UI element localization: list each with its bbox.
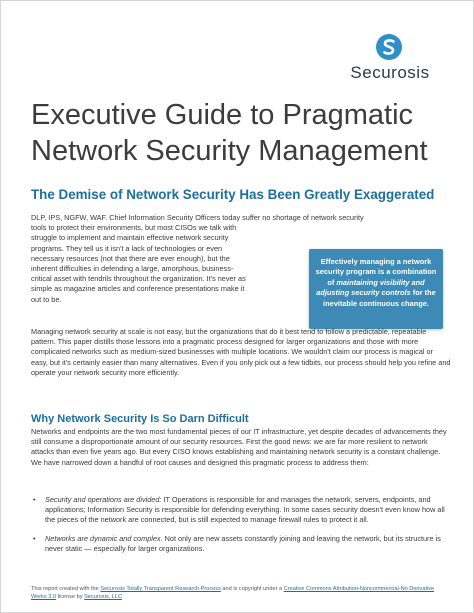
intro-line: simple as magazine articles and conference presentations make it xyxy=(31,284,245,294)
list-item xyxy=(31,495,451,526)
intro-line: struggle to implement and maintain effective network security xyxy=(31,233,229,243)
intro-line: DLP, IPS, NGFW, WAF. Chief Information Security Officers today suffer no shortage of network security xyxy=(31,213,364,222)
title-line-1: Executive Guide to Pragmatic xyxy=(31,99,414,131)
intro-line: tools to protect their environments, but most CISOs we talk with xyxy=(31,223,237,233)
bullet-icon: • xyxy=(33,533,36,543)
logo-wordmark: Securosis xyxy=(350,63,430,82)
intro-line: out to be. xyxy=(31,294,62,304)
intro-line: programs. They tell us it isn't a lack of technologies or even xyxy=(31,243,223,253)
paragraph-process: Managing network security at scale is not easy, but the organizations that do it best tend to follow a predictable, repeatable pattern. This paper distills those lessons into a pragmatic process designed for larger organizations and those with more complicated networks such as medium-sized businesses with multiple locations. We wouldn't claim our process is magical or easy, but it's certainly easier than many alternatives. Even if you only pick out a few tidbits, our process should help you refine and operate your network security more efficiently. xyxy=(31,327,451,377)
intro-paragraph xyxy=(31,213,364,305)
callout-part-1: Effectively managing a network security program is a combination of xyxy=(315,257,437,287)
creative-commons-link[interactable]: Creative Commons Attribution-Noncommercial-No Derivative Works 3.0 xyxy=(31,586,435,600)
title-line-2: Network Security Management xyxy=(31,135,428,167)
copyright-footer xyxy=(31,585,451,601)
bullet-icon: • xyxy=(33,495,36,504)
securosis-llc-link[interactable]: Securosis, LLC xyxy=(84,594,122,600)
bullet-text: IT Operations is responsible for and manages the network, servers, endpoints, and applications; Information Security is responsible for defending everything. In some cases security doesn't even know how all the pieces of the network are connected, but is still expected to manage firewall rules to protect it all. xyxy=(45,495,445,525)
bullet-lead: Security and operations are divided: xyxy=(45,495,162,504)
section-subtitle: The Demise of Network Security Has Been Greatly Exaggerated xyxy=(31,187,435,202)
bullet-lead: Networks are dynamic and complex. xyxy=(45,533,163,543)
intro-line: necessary resources (not that there are ever enough), but the xyxy=(31,253,230,263)
page-title xyxy=(31,97,451,169)
section-heading: Why Network Security Is So Darn Difficult xyxy=(31,413,249,425)
list-item xyxy=(31,534,451,554)
securosis-logo-icon xyxy=(375,33,403,61)
bullet-text: Not only are new assets constantly joining and leaving the network, but its structure is never static — especially for larger organizations. xyxy=(45,533,441,553)
paragraph-root-causes: Networks and endpoints are the two most fundamental pieces of our IT infrastructure, yet despite decades of advancements they still consume a disproportionate amount of our security resources. First the good news: we are far more resilient to network attacks than even five years ago. But every CISO knows establishing and maintaining network security is a constant challenge. We have narrowed down a handful of root causes and designed this pragmatic process to address them: xyxy=(31,427,447,467)
footer-post: license by xyxy=(56,594,85,600)
callout-text xyxy=(315,257,437,309)
callout-part-3: for the inevitable continuous change. xyxy=(323,288,436,308)
root-cause-list xyxy=(31,495,451,562)
callout-emphasis: maintaining visibility and adjusting security controls xyxy=(316,277,425,298)
securosis-logo xyxy=(335,33,445,81)
pull-quote-callout xyxy=(309,249,443,329)
intro-line: inherent difficulties in defending a large, amorphous, business- xyxy=(31,264,234,274)
intro-line: critical asset with tendrils throughout the organization. It's never as xyxy=(31,274,246,284)
footer-pre: This report created with the xyxy=(31,586,101,592)
research-process-link[interactable]: Securosis Totally Transparent Research Process xyxy=(100,586,221,592)
footer-mid: and is copyright under a xyxy=(220,586,284,592)
